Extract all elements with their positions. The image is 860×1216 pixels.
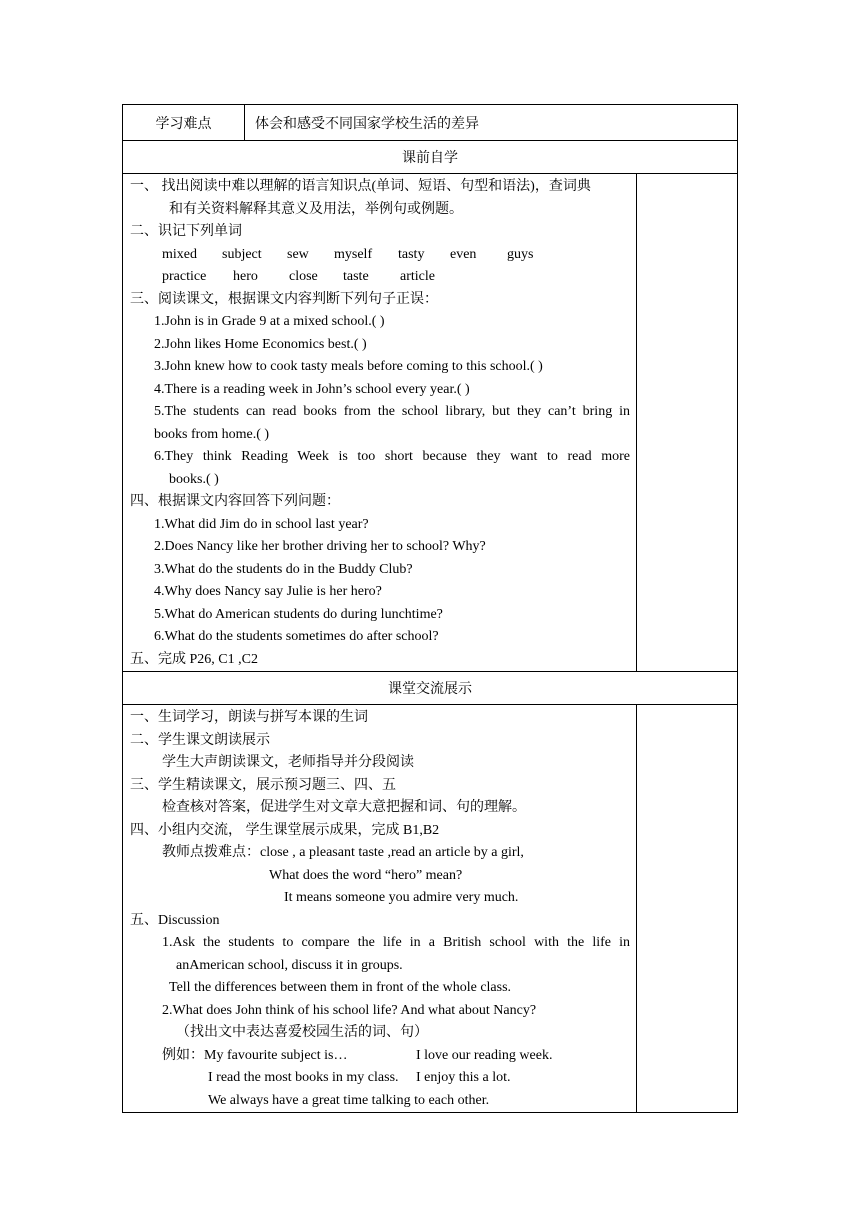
inclass-line: 一、生词学习，朗读与拼写本课的生词 bbox=[130, 710, 368, 725]
word: sew bbox=[287, 246, 309, 262]
word: close bbox=[289, 269, 318, 284]
preclass-title: 课前自学 bbox=[402, 151, 458, 166]
tf-item: 3.John knew how to cook tasty meals before coming to this school.( ) bbox=[154, 359, 543, 374]
example-text: I enjoy this a lot. bbox=[416, 1070, 511, 1085]
question-item: 2.Does Nancy like her brother driving her to school? Why? bbox=[154, 539, 486, 554]
word: guys bbox=[507, 246, 534, 262]
inclass-line: 教师点拨难点：close , a pleasant taste ,read an article by a girl, bbox=[162, 845, 524, 860]
preclass-item1-line2: 和有关资料解释其意义及用法，举例句或例题。 bbox=[169, 201, 463, 217]
difficulty-label: 学习难点 bbox=[123, 105, 245, 140]
inclass-line: 2.What does John think of his school life? And what about Nancy? bbox=[162, 1002, 537, 1018]
word-list-row2 bbox=[130, 266, 636, 289]
preclass-content-row bbox=[123, 173, 737, 671]
example-row-1 bbox=[130, 1045, 636, 1068]
inclass-content-row bbox=[123, 704, 737, 1112]
inclass-line: Tell the differences between them in front of the whole class. bbox=[169, 980, 512, 995]
word: even bbox=[450, 246, 477, 262]
example-text: I love our reading week. bbox=[416, 1047, 553, 1063]
question-item: 3.What do the students do in the Buddy Club? bbox=[154, 561, 413, 577]
inclass-line bbox=[130, 932, 636, 955]
preclass-header-row bbox=[123, 140, 737, 173]
tf-item-6-line2: books.( ) bbox=[169, 471, 219, 487]
inclass-line: （找出文中表达喜爱校园生活的词、句） bbox=[176, 1025, 428, 1040]
tf-item-5-text: 5.The students can read books from the school library, but they can’t bring in bbox=[154, 404, 630, 419]
inclass-line: What does the word “hero” mean? bbox=[269, 867, 463, 883]
inclass-notes-column bbox=[637, 705, 737, 1112]
word: mixed bbox=[162, 246, 197, 262]
example-text: 例如：My favourite subject is… bbox=[162, 1047, 348, 1063]
tf-item-6-text: 6.They think Reading Week is too short because they want to read more bbox=[154, 449, 630, 464]
word-list-row1 bbox=[130, 244, 636, 267]
inclass-line: 三、学生精读课文，展示预习题三、四、五 bbox=[130, 777, 396, 793]
tf-item: 1.John is in Grade 9 at a mixed school.( ) bbox=[154, 314, 385, 329]
question-item: 5.What do American students do during lunchtime? bbox=[154, 606, 443, 622]
tf-item: 2.John likes Home Economics best.( ) bbox=[154, 336, 367, 352]
question-item: 6.What do the students sometimes do after school? bbox=[154, 629, 439, 644]
word: article bbox=[400, 269, 435, 284]
tf-item-5-line2: books from home.( ) bbox=[154, 426, 270, 442]
inclass-line: 四、小组内交流， 学生课堂展示成果，完成 B1,B2 bbox=[130, 822, 440, 838]
inclass-line: 二、学生课文朗读展示 bbox=[130, 732, 270, 748]
example-text: I read the most books in my class. bbox=[208, 1070, 399, 1085]
preclass-item5: 五、完成 P26, C1 ,C2 bbox=[130, 651, 258, 667]
difficulty-value: 体会和感受不同国家学校生活的差异 bbox=[255, 116, 479, 132]
word: taste bbox=[343, 269, 369, 284]
difficulty-row bbox=[123, 105, 737, 140]
inclass-line: It means someone you admire very much. bbox=[284, 890, 519, 905]
word: hero bbox=[233, 269, 258, 284]
tf-item: 4.There is a reading week in John’s school every year.( ) bbox=[154, 381, 470, 397]
inclass-line: 五、Discussion bbox=[130, 912, 220, 928]
inclass-content bbox=[123, 705, 637, 1112]
word: tasty bbox=[398, 246, 425, 262]
preclass-item2: 二、识记下列单词 bbox=[130, 224, 242, 239]
preclass-item3: 三、阅读课文，根据课文内容判断下列句子正误： bbox=[130, 291, 438, 307]
inclass-line: 检查核对答案，促进学生对文章大意把握和词、句的理解。 bbox=[162, 800, 526, 815]
question-item: 4.Why does Nancy say Julie is her hero? bbox=[154, 584, 382, 599]
lesson-table bbox=[122, 104, 738, 1113]
word: myself bbox=[334, 246, 373, 262]
question-item: 1.What did Jim do in school last year? bbox=[154, 516, 369, 532]
tf-item-5-line1 bbox=[130, 401, 636, 424]
discussion-item-1-text: 1.Ask the students to compare the life in a British school with the life in bbox=[162, 935, 630, 950]
inclass-line: We always have a great time talking to each other. bbox=[208, 1092, 490, 1108]
inclass-line: 学生大声朗读课文，老师指导并分段阅读 bbox=[162, 755, 414, 770]
inclass-title: 课堂交流展示 bbox=[388, 682, 472, 697]
example-row-2 bbox=[130, 1067, 636, 1090]
inclass-header-row bbox=[123, 671, 737, 704]
preclass-item1-line1: 一、 找出阅读中难以理解的语言知识点(单词、短语、句型和语法)，查词典 bbox=[130, 179, 591, 194]
word: subject bbox=[222, 246, 262, 262]
tf-item-6-line1 bbox=[130, 446, 636, 469]
preclass-notes-column bbox=[637, 174, 737, 671]
preclass-content bbox=[123, 174, 637, 671]
inclass-line: anAmerican school, discuss it in groups. bbox=[176, 957, 403, 973]
preclass-item4: 四、根据课文内容回答下列问题： bbox=[130, 494, 340, 509]
word: practice bbox=[162, 269, 207, 284]
